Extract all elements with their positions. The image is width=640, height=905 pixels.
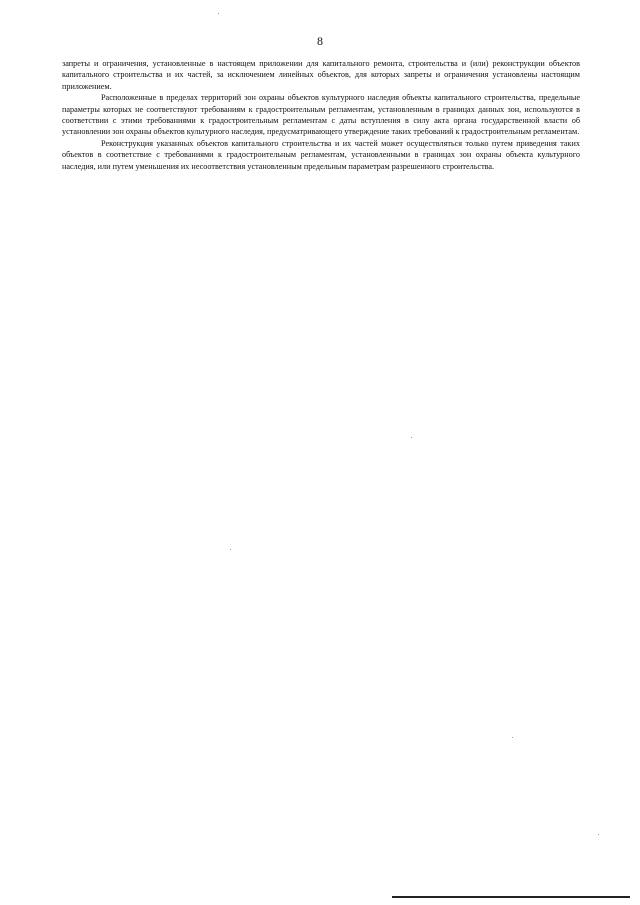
scan-speck bbox=[230, 549, 231, 550]
document-body bbox=[62, 58, 580, 172]
scan-speck bbox=[218, 13, 219, 14]
scan-speck bbox=[512, 737, 513, 738]
scan-speck bbox=[598, 834, 599, 835]
page-number: 8 bbox=[317, 34, 323, 48]
scan-speck bbox=[411, 437, 412, 438]
paragraph-reconstruction: Реконструкция указанных объектов капитального строительства и их частей может осуществляться только путем приведения таких объектов в соответствие с требованиями к градостроительным регламентам, установленными в границах зон охраны объекта культурного наследия, или путем уменьшения их несоответствия установленным предельным параметрам разрешенного строительства. bbox=[62, 138, 580, 171]
footer-rule bbox=[392, 896, 630, 898]
paragraph-existing-objects: Расположенные в пределах территорий зон охраны объектов культурного наследия объекты капитального строительства, предельные параметры которых не соответствуют требованиям к градостроительным регламентам, установленным в границах данных зон, используются в соответствии с этими требованиями к градостроительным регламентам с даты вступления в силу акта органа государственной власти об установлении зон охраны объектов культурного наследия, предусматривающего утверждение таких требований к градостроительным регламентам. bbox=[62, 93, 580, 137]
paragraph-continuation: запреты и ограничения, установленные в настоящем приложении для капитального ремонта, строительства и (или) реконструкции объектов капитального строительства и их частей, за исключением линейных объектов, для которых запреты и ограничения установлены настоящим приложением. bbox=[62, 59, 580, 91]
